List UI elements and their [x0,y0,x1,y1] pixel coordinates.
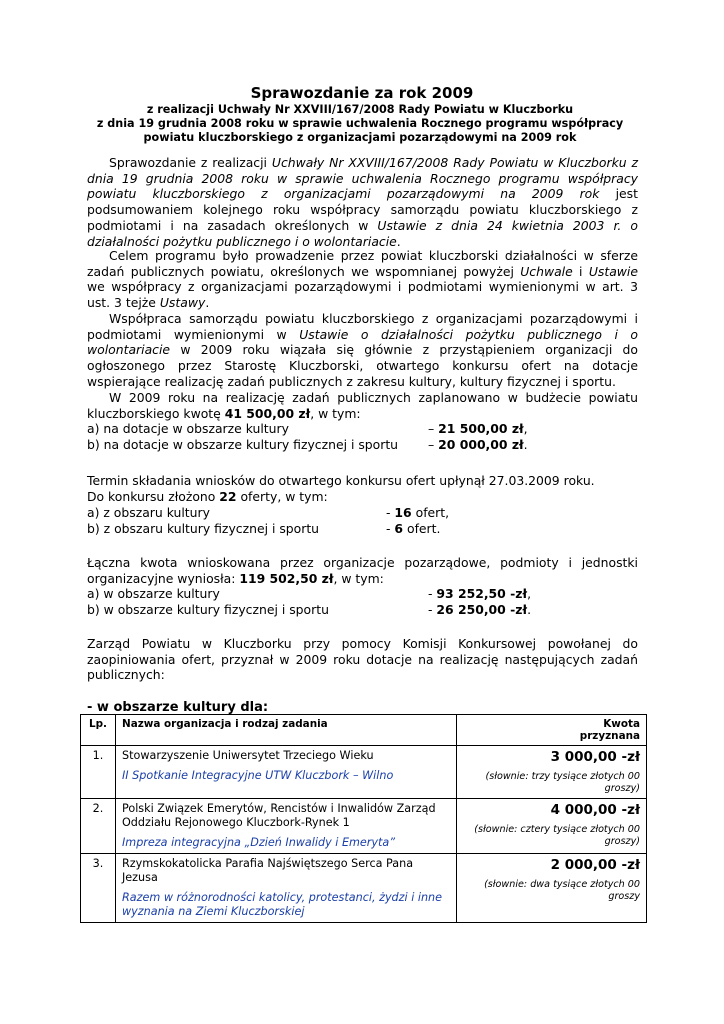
requested-line-1-value: - 93 252,50 -zł, [428,586,532,601]
table-row [81,746,647,799]
budget-line-1-label: a) na dotacje w obszarze kultury [87,421,289,436]
row-amount-cell [457,799,647,854]
budget-line-2-label: b) na dotacje w obszarze kultury fizycznej i sportu [87,437,399,452]
row-amount-cell [457,746,647,799]
offers-line-1-label: a) z obszaru kultury [87,505,210,520]
row-amount-cell [457,854,647,923]
requested-line-2-value: - 26 250,00 -zł. [428,602,532,617]
deadline-line: Termin składania wniosków do otwartego konkursu ofert upłynął 27.03.2009 roku. [87,473,595,488]
row-lp: 3. [81,854,116,923]
subtitle-line-3: powiatu kluczborskiego z organizacjami pozarządowymi na 2009 rok [143,131,577,144]
row-amount: 2 000,00 -zł [550,857,640,873]
table-header-row [81,715,647,746]
row-task: II Spotkanie Integracyjne UTW Kluczbork – Wilno [122,769,394,782]
cooperation-paragraph: Współpraca samorządu powiatu kluczborskiego z organizacjami pozarządowymi i podmiotami wymienionymi w Ustawie o działalności pożytku publicznego i o wolontariacie w 2009 roku wiązała się głównie z przystąpieniem organizacji do ogłoszonego przez Starostę Kluczborski, otwartego konkursu ofert na dotacje wspierające realizację zadań publicznych z zakresu kultury, kultury fizycznej i sportu. [87,311,638,389]
requested-paragraph: Łączna kwota wnioskowana przez organizacje pozarządowe, podmioty i jednostki organizacyjne wyniosła: 119 502,50 zł, w tym: [87,555,638,586]
row-task: Impreza integracyjna „Dzień Inwalidy i Emeryta” [122,836,396,849]
offers-count-line: Do konkursu złożono 22 oferty, w tym: [87,489,328,504]
subtitle-line-2: z dnia 19 grudnia 2008 roku w sprawie uchwalenia Rocznego programu współpracy [96,117,624,130]
goal-paragraph: Celem programu było prowadzenie przez powiat kluczborski działalności w sferze zadań publicznych powiatu, określonych we wspomnianej powyżej Uchwale i Ustawie we współpracy z organizacjami pozarządowymi i podmiotami wymienionymi w art. 3 ust. 3 tejże Ustawy. [87,248,638,311]
row-organization: Polski Związek Emerytów, Rencistów i Inwalidów Zarząd Oddziału Rejonowego Kluczbork-Rynek 1 [122,802,436,829]
budget-paragraph: W 2009 roku na realizację zadań publicznych zaplanowano w budżecie powiatu kluczborskiego kwotę 41 500,00 zł, w tym: [87,390,638,421]
grants-table [80,714,647,923]
offers-line-1-value: - 16 ofert, [386,505,450,520]
row-organization: Stowarzyszenie Uniwersytet Trzeciego Wieku [122,749,374,762]
budget-line-2-value: – 20 000,00 zł. [428,437,528,452]
row-amount: 3 000,00 -zł [550,749,640,765]
header-name: Nazwa organizacja i rodzaj zadania [116,715,457,746]
intro-paragraph: Sprawozdanie z realizacji Uchwały Nr XXVIII/167/2008 Rady Powiatu w Kluczborku z dnia 19 grudnia 2008 roku w sprawie uchwalenia Rocznego programu współpracy powiatu kluczborskiego z organizacjami pozarządowymi na 2009 rok jest podsumowaniem kolejnego roku współpracy samorządu powiatu kluczborskiego z podmiotami i na zasadach określonych w Ustawie z dnia 24 kwietnia 2003 r. o działalności pożytku publicznego i o wolontariacie. [87,155,638,249]
row-task: Razem w różnorodności katolicy, protestanci, żydzi i inne wyznania na Ziemi Kluczborskiej [122,891,443,918]
table-row [81,854,647,923]
row-name-cell [116,746,457,799]
row-name-cell [116,854,457,923]
header-lp: Lp. [81,715,116,746]
row-name-cell [116,799,457,854]
table-row [81,799,647,854]
budget-line-1-value: – 21 500,00 zł, [428,421,528,436]
offers-line-2-label: b) z obszaru kultury fizycznej i sportu [87,521,320,536]
section-heading-culture: - w obszarze kultury dla: [87,700,269,715]
row-lp: 1. [81,746,116,799]
header-amount: Kwota przyznana [457,715,647,746]
report-subtitle [80,103,640,145]
row-lp: 2. [81,799,116,854]
row-amount: 4 000,00 -zł [550,802,640,818]
row-amount-words: (słownie: cztery tysiące złotych 00 groszy) [474,824,640,847]
board-paragraph: Zarząd Powiatu w Kluczborku przy pomocy Komisji Konkursowej powołanej do zaopiniowania ofert, przyznał w 2009 roku dotacje na realizację następujących zadań publicznych: [87,636,638,683]
requested-line-2-label: b) w obszarze kultury fizycznej i sportu [87,602,329,617]
row-organization: Rzymskokatolicka Parafia Najświętszego Serca Pana Jezusa [122,857,414,884]
report-title: Sprawozdanie za rok 2009 [250,84,474,102]
row-amount-words: (słownie: dwa tysiące złotych 00 groszy [484,879,640,902]
row-amount-words: (słownie: trzy tysiące złotych 00 groszy) [485,771,640,794]
subtitle-line-1: z realizacji Uchwały Nr XXVIII/167/2008 Rady Powiatu w Kluczborku [146,103,574,116]
requested-line-1-label: a) w obszarze kultury [87,586,220,601]
offers-line-2-value: - 6 ofert. [386,521,441,536]
